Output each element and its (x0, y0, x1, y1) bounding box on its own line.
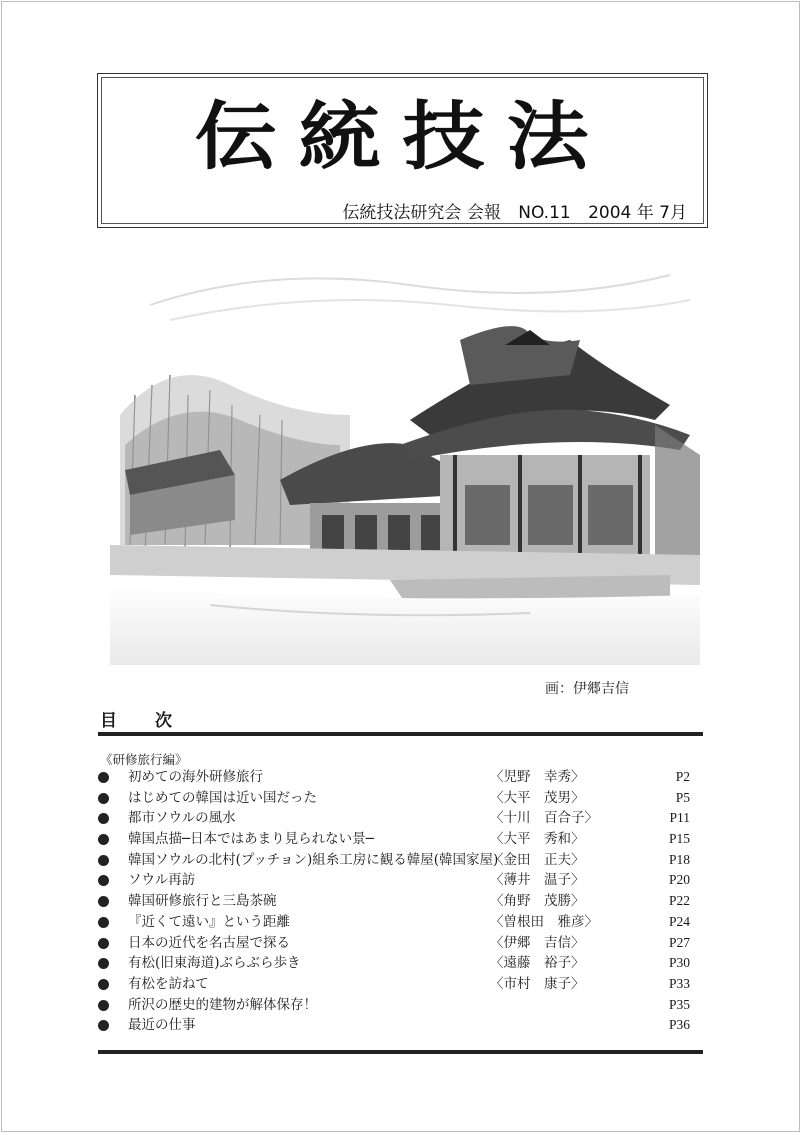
bullet-icon (98, 1020, 109, 1031)
toc-item-page: P15 (668, 831, 690, 847)
issue-number: NO.11 (518, 203, 571, 223)
masthead-subtitle (342, 198, 687, 223)
publication-title: 伝統技法 (194, 93, 611, 181)
toc-item-author: 〈薄井 温子〉 (490, 872, 585, 889)
toc-item-title: 『近くて遠い』という距離 (128, 913, 290, 930)
toc-item-author: 〈市村 康子〉 (490, 975, 585, 992)
toc-bottom-rule (98, 1050, 703, 1054)
toc-item (98, 953, 690, 974)
toc-item-author: 〈遠藤 裕子〉 (490, 955, 585, 972)
toc-item-title: 韓国研修旅行と三島茶碗 (128, 893, 277, 910)
toc-item-title: 初めての海外研修旅行 (128, 769, 263, 785)
organization-name: 伝統技法研究会 会報 (342, 203, 501, 223)
bullet-icon (98, 1000, 109, 1011)
toc-item-author: 〈大平 茂男〉 (490, 789, 585, 806)
toc-item-title: 有松を訪ねて (128, 975, 209, 992)
bullet-icon (98, 979, 109, 990)
bullet-icon (98, 875, 109, 886)
toc-item-author: 〈曽根田 雅彦〉 (490, 913, 598, 930)
issue-date: 2004 年 7月 (588, 203, 687, 223)
toc-item-title: ソウル再訪 (128, 872, 196, 889)
bullet-icon (98, 958, 109, 969)
toc-item-page: P5 (675, 789, 690, 805)
toc-item-page: P24 (668, 913, 690, 929)
toc-item-page: P22 (668, 893, 690, 909)
toc-item-author: 〈角野 茂勝〉 (490, 893, 585, 910)
toc-heading: 目次 (100, 711, 210, 731)
toc-item (98, 891, 690, 912)
toc-item-title: 最近の仕事 (128, 1017, 196, 1034)
toc-item (98, 808, 690, 829)
toc-item-title: はじめての韓国は近い国だった (128, 789, 317, 806)
toc-item (98, 829, 690, 850)
toc-list (98, 767, 690, 1036)
toc-item-page: P35 (668, 996, 690, 1012)
toc-item (98, 767, 690, 788)
toc-item-title: 都市ソウルの風水 (128, 810, 236, 827)
bullet-icon (98, 938, 109, 949)
bullet-icon (98, 855, 109, 866)
bullet-icon (98, 813, 109, 824)
toc-item (98, 974, 690, 995)
toc-item-page: P30 (668, 955, 690, 971)
toc-item-title: 韓国点描─日本ではあまり見られない景─ (128, 831, 374, 848)
toc-item-page: P20 (668, 872, 690, 888)
toc-item (98, 870, 690, 891)
bullet-icon (98, 917, 109, 928)
toc-item-page: P11 (669, 810, 690, 826)
toc-top-rule (98, 732, 703, 736)
bullet-icon (98, 772, 109, 783)
bullet-icon (98, 793, 109, 804)
toc-item (98, 850, 690, 871)
toc-item-author: 〈金田 正夫〉 (490, 851, 585, 868)
toc-item-page: P18 (668, 851, 690, 867)
toc-item-author: 〈伊郷 吉信〉 (490, 934, 585, 951)
toc-item-author: 〈大平 秀和〉 (490, 831, 585, 848)
toc-item-title: 韓国ソウルの北村(プッチョン)組糸工房に観る韓屋(韓国家屋) (128, 851, 499, 868)
toc-item-page: P27 (668, 934, 690, 950)
toc-item (98, 933, 690, 954)
toc-item-page: P36 (668, 1017, 690, 1033)
toc-item (98, 788, 690, 809)
toc-item (98, 912, 690, 933)
toc-item-author: 〈十川 百合子〉 (490, 810, 598, 827)
toc-item-page: P2 (675, 769, 690, 784)
toc-item-title: 日本の近代を名古屋で探る (128, 934, 290, 951)
temple-ink-illustration (110, 245, 700, 665)
toc-item (98, 995, 690, 1016)
toc-item-title: 所沢の歴史的建物が解体保存！ (128, 996, 317, 1013)
toc-item-title: 有松(旧東海道)ぶらぶら歩き (128, 955, 301, 972)
toc-item (98, 1015, 690, 1036)
toc-item-author: 〈児野 幸秀〉 (490, 769, 585, 785)
illustration-credit: 画：伊郷吉信 (545, 681, 629, 697)
bullet-icon (98, 896, 109, 907)
toc-section-label: 《研修旅行編》 (100, 752, 188, 767)
toc-item-page: P33 (668, 975, 690, 991)
bullet-icon (98, 834, 109, 845)
masthead (97, 73, 708, 228)
